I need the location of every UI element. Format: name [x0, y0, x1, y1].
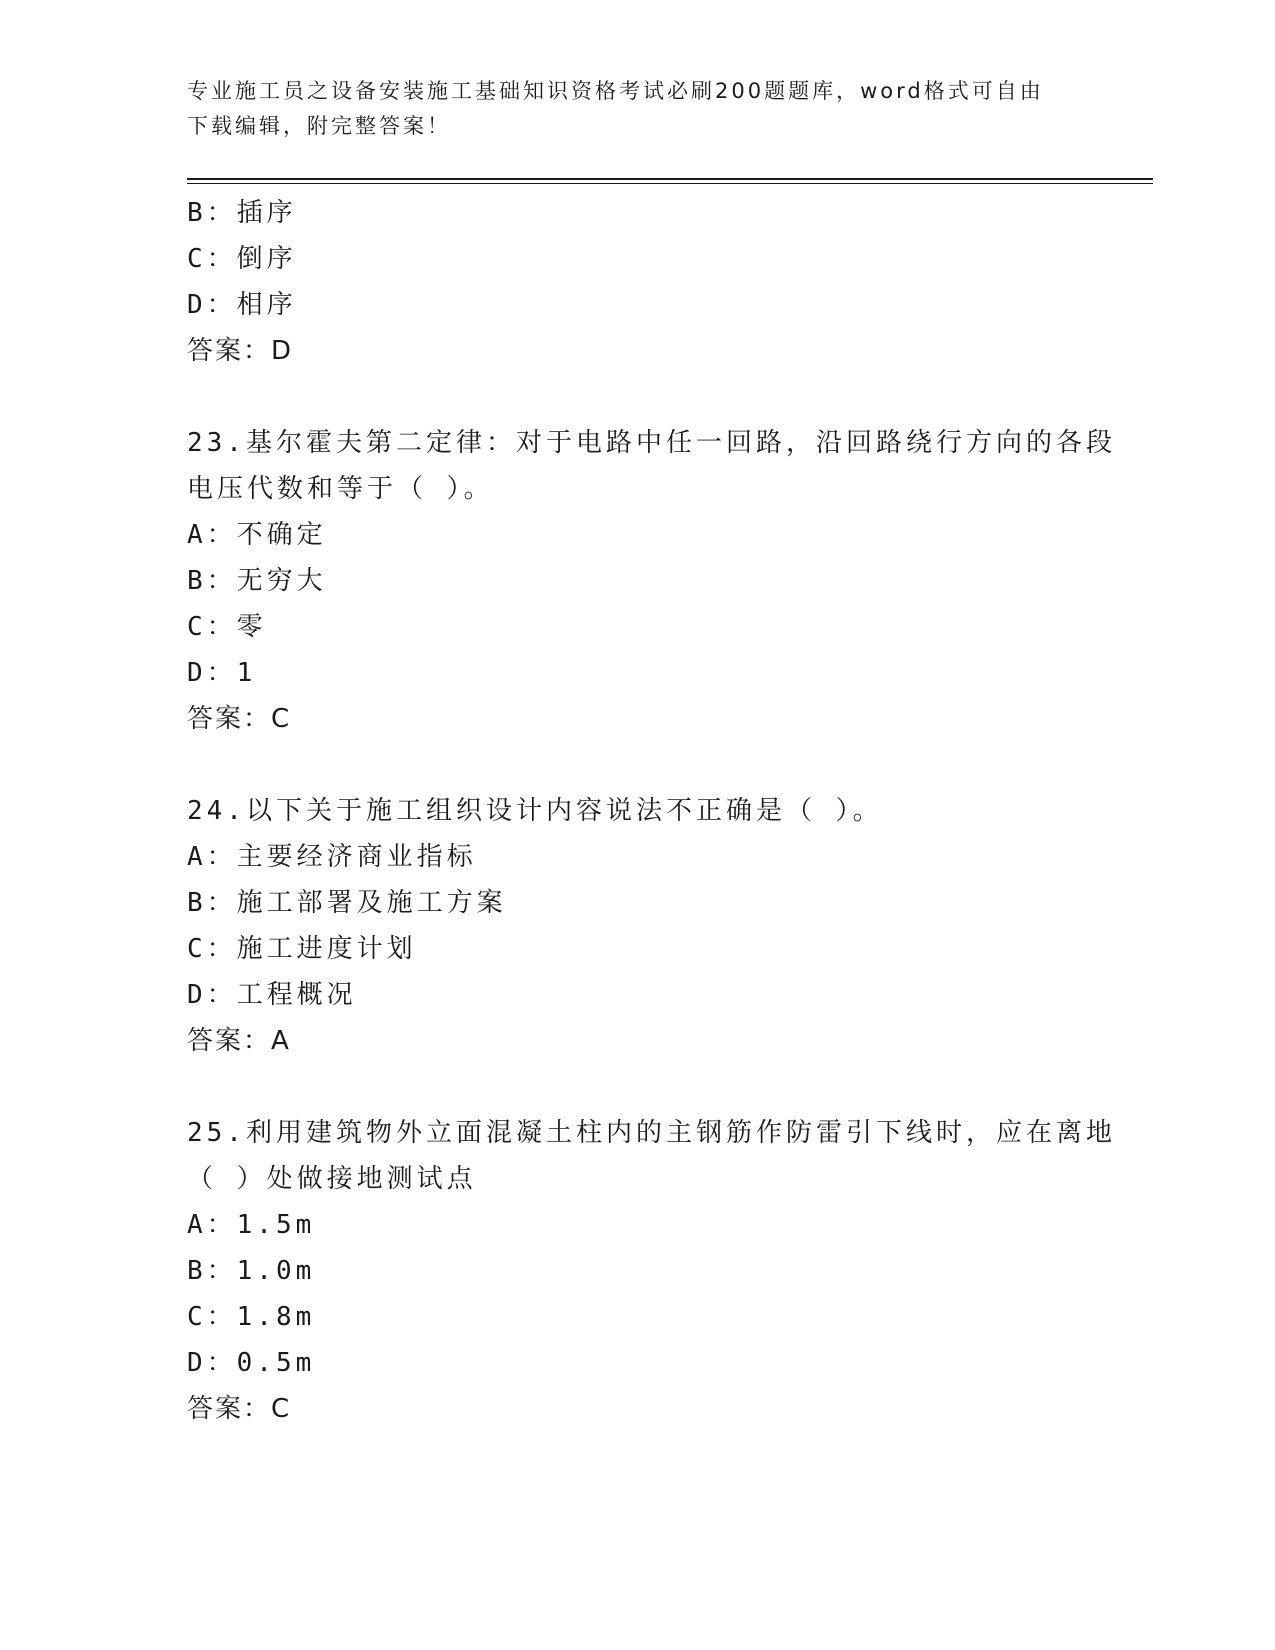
question-22-continuation — [187, 190, 1087, 374]
option-c: C：零 — [187, 612, 267, 642]
option-d: D：工程概况 — [187, 980, 357, 1010]
option-a: A：不确定 — [187, 520, 327, 550]
document-header — [187, 74, 1087, 144]
question-stem: 25.利用建筑物外立面混凝土柱内的主钢筋作防雷引下线时，应在离地 — [187, 1118, 1116, 1148]
option-a: A：主要经济商业指标 — [187, 842, 477, 872]
question-stem: 23.基尔霍夫第二定律：对于电路中任一回路，沿回路绕行方向的各段 — [187, 428, 1116, 458]
question-stem: （ ）处做接地测试点 — [187, 1164, 477, 1194]
option-d: D：相序 — [187, 290, 297, 320]
question-25 — [187, 1110, 1116, 1432]
answer: 答案：C — [187, 704, 292, 734]
option-b: B：插序 — [187, 198, 297, 228]
option-d: D：0.5m — [187, 1348, 316, 1378]
answer: 答案：A — [187, 1026, 291, 1056]
header-rule-thick — [187, 178, 1153, 180]
option-d: D：1 — [187, 658, 257, 688]
option-c: C：倒序 — [187, 244, 297, 274]
question-content — [187, 190, 1116, 1478]
answer: 答案：C — [187, 1394, 292, 1424]
option-b: B：无穷大 — [187, 566, 327, 596]
header-rule-thin — [187, 183, 1153, 184]
option-a: A：1.5m — [187, 1210, 316, 1240]
option-b: B：施工部署及施工方案 — [187, 888, 507, 918]
option-c: C：1.8m — [187, 1302, 316, 1332]
header-line-1: 专业施工员之设备安装施工基础知识资格考试必刷200题题库，word格式可自由 — [187, 79, 1044, 103]
option-b: B：1.0m — [187, 1256, 316, 1286]
option-c: C：施工进度计划 — [187, 934, 417, 964]
question-stem: 24.以下关于施工组织设计内容说法不正确是（ ）。 — [187, 796, 883, 826]
question-24 — [187, 788, 1087, 1064]
header-line-2: 下载编辑，附完整答案！ — [187, 114, 451, 138]
answer: 答案：D — [187, 336, 294, 366]
question-23 — [187, 420, 1116, 742]
question-stem: 电压代数和等于（ ）。 — [187, 474, 494, 504]
